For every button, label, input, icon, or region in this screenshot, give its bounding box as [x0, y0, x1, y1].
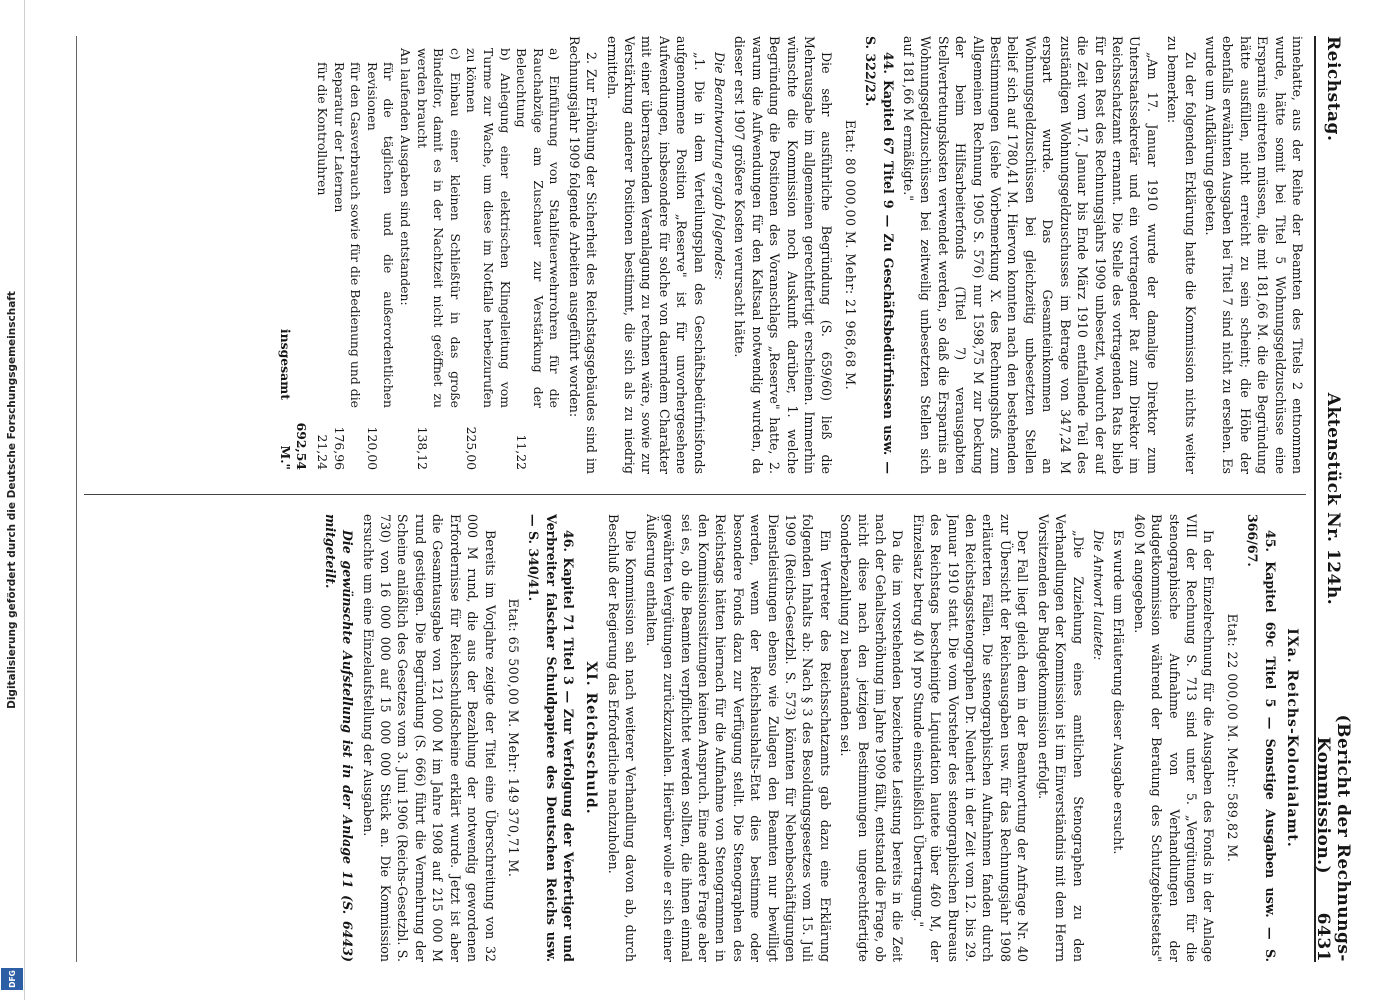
left-para-6: „1. Die in dem Verteilungsplan des Geschäftsbedürfnisfonds aufgenommene Position „Reserve" ist für unvorhergesehene Aufwendungen, insbesondere für solche von dauerndem Charakter mit einer überraschenden Veranlagung zu rechnen wäre, sowie zur Verstärkung anderer Positionen bestimmt, die sich als zu niedrig ermitteln.: [604, 36, 707, 474]
item-46-heading: 46. Kapitel 71 Titel 3 — Zur Verfolgung der Verfertiger und Verbreiter falscher Schuldpapiere des Deutschen Reichs usw. — S. 340/41.: [526, 514, 577, 962]
left-para-5: Die Beantwortung ergab folgendes:: [712, 52, 727, 280]
right-column: [84, 514, 1306, 962]
header-center: Aktenstück Nr. 124h.: [1323, 392, 1343, 606]
expense-label: b) Anlegung einer elektrischen Klingelleitung vom Turme zur Wache, um diese im Notfalle herbeizurufen zu können: [464, 48, 513, 408]
right-para-5: Der Fall liegt gleich dem in der Beantwortung der Anfrage Nr. 40 zur Übersicht der Reichsausgaben usw. für das Rechnungsjahr 1908 erläuterten Fällen. Die stenographischen Aufnahmen fanden durch den Reichstagsstenographen Dr. Neuhert in der Zeit vom 12. bis 29. Januar 1910 statt. Die vom Vorsteher des stenographischen Bureaus des Reichstags bescheinigte Liquidation lautete über 460 M, der Einzelsatz betrug 40 M pro Stunde einschließlich Übertragung.": [910, 514, 1031, 962]
expense-label: für die Kontrolluhren: [315, 62, 331, 196]
expense-label: An laufenden Ausgaben sind entstanden:: [398, 48, 413, 306]
left-para-7: 2. Zur Erhöhung der Sicherheit des Reichstagsgebäudes sind im Rechnungsjahr 1909 folgende Arbeiten ausgeführt worden:: [566, 36, 600, 474]
expense-row: [363, 36, 396, 474]
expense-label: c) Einbau einer kleinen Schließtür in das große Bindelfor, damit es in der Nachtzeit nicht geöffnet zu werden braucht: [414, 48, 463, 408]
right-para-10: Die gewünschte Aufstellung ist in der Anlage 11 (S. 6443) mitgeteilt.: [322, 514, 356, 962]
item-44-heading: 44. Kapitel 67 Titel 9 — Zu Geschäftsbedürfnissen usw. — S. 322/23.: [863, 36, 896, 474]
left-para-4: Die sehr ausführliche Begründung (S. 659/60) ließ die Mehrausgabe im allgemeinen gerechtfertigt erscheinen. Immerhin wünschte die Kommission noch Auskunft darüber, 1. welche Begründung die Positionen des Voranschlags „Reserve" hatte, 2. warum die Aufwendungen für den Kaltsaal notwendig wurden, da dieser erst 1907 größere Kosten verursacht hätte.: [732, 36, 835, 474]
expense-row: [330, 36, 363, 474]
document-page: [68, 14, 1358, 984]
right-para-8: Die Kommission sah nach weiterer Verhandlung davon ab, durch Beschluß der Regierung das Erforderliche nachzuholen.: [605, 514, 639, 962]
expense-row: [396, 36, 413, 474]
right-para-3: Die Antwort lautete:: [1090, 530, 1106, 661]
header-left: Reichstag.: [1323, 36, 1343, 142]
expense-total-value: 692,54 M.": [277, 422, 310, 470]
item-45-heading: 45. Kapitel 69c Titel 5 — Sonstige Ausgaben usw. — S. 366/67.: [1245, 514, 1278, 962]
right-para-1: In der Einzelrechnung für die Ausgaben des Fonds in der Anlage VIII der Rechnung S. 713 sind unter 5. „Vergütungen für die stenographische Aufnahme von Verhandlungen der Budgetkommission während der Beratung des Schutzgebietsetats" 460 M angegeben.: [1131, 514, 1217, 962]
column-divider: [84, 494, 1306, 495]
digitization-credit: Digitalisierung gefördert durch die Deutsche Forschungsgemeinschaft: [6, 291, 18, 709]
right-para-4: „Die Zuziehung eines amtlichen Stenographen zu den Verhandlungen der Kommission ist im Einverständnis mit dem Herrn Vorsitzenden der Budgetkommission erfolgt.: [1035, 514, 1086, 962]
expense-row: [413, 36, 463, 474]
expense-label: für den Gasverbrauch sowie für die Bedienung und die Reparatur der Laternen: [331, 62, 364, 408]
item-44-etat: Etat: 80 000,00 M. Mehr: 21 968,68 M.: [842, 119, 858, 391]
left-para-3: „Am 17. Januar 1910 wurde der damalige Direktor zum Unterstaatssekretär und ein vortragender Rat zum Direktor im Reichsschatzamt ernannt. Die Stelle des vortragenden Rats blieb für den Rest des Rechnungsjahrs 1909 unbesetzt, wodurch der auf die Zeit vom 17. Januar bis Ende März 1910 entfallende Teil des zuständigen Wohnungsgeldzuschusses im Betrage von 347,24 M erspart wurde. Das Gesamteinkommen an Wohnungsgeldzuschüssen bei gleichzeitig unbesetzten Stellen belief sich auf 1780,41 M. Hiervon konnten nach den bestehenden Bestimmungen (siehe Vorbemerkung X. des Rechnungshofs zum Allgemeinen Rechnung 1905 S. 576) nur 1598,75 M zur Deckung der beim Hilfsarbeiterfonds (Titel 7) verausgabten Stellvertretungskosten verwendet werden, so daß die Ersparnis an Wohnungsgeldzuschüssen bei zeitweilig unbesetzten Stellen sich auf 181,66 M ermäßigte.": [901, 36, 1160, 474]
section-heading-kolonialamt: IXa. Reichs-Kolonialamt.: [1284, 628, 1300, 848]
scanned-page-rotated: [28, 14, 1358, 984]
item-46-etat: Etat: 65 500,00 M. Mehr: 149 370,71 M.: [505, 598, 521, 878]
dfg-logo: DFG: [1, 968, 23, 990]
expense-value: 21,24: [315, 434, 331, 470]
expense-label: für die täglichen und die außerordentlichen Revisionen: [364, 62, 397, 408]
expense-label: a) Einführung von Stahlfeuerwehrrohren für die Rauchabzüge am Zuschauer zur Verstärkung der Beleuchtung: [514, 48, 563, 408]
expense-value: 225,00: [464, 426, 480, 470]
right-para-9: Bereits im Vorjahre zeigte der Titel eine Überschreitung von 32 000 M rund, die aus der Bezahlung der notwendig gewordenen Erfordernisse für Reichsschuldscheine erklärt wurde. Jetzt ist aber die Gesamtausgabe von 121 000 M im Jahre 1908 auf 215 000 M rund gestiegen. Die Begründung (S. 666) führt die Vermehrung der Scheine anläßlich des Gesetzes vom 3. Juni 1906 (Reichs-Gesetzbl. S. 730) von 16 000 000 auf 15 000 000 Stück an. Die Kommission ersuchte um eine Einzelaufstellung der Ausgaben.: [360, 514, 498, 962]
expense-table: [276, 36, 562, 474]
expense-value: 11,22: [514, 434, 530, 470]
expense-value: 138,12: [414, 426, 430, 470]
expense-value: 120,00: [364, 426, 380, 470]
footer-rule: [76, 36, 77, 962]
section-heading-reichsschuld: XI. Reichsschuld.: [582, 661, 599, 815]
left-column: [84, 36, 1306, 474]
header-right: [1313, 656, 1353, 962]
left-para-1: innehatte, aus der Reihe der Beamten des Titels 2 entnommen wurde, hätte somit bei Titel 5 Wohnungsgeldzuschüsse eine Ersparnis eintreten müssen, die mit 181,66 M. die die Begründung hätte ausfüllen, nicht erreicht zu sein scheint; die Höhe der ebenfalls erwähnten Ausgaben bei Titel 7 sind nicht zu ersehen. Es wurde um Aufklärung gebeten.: [1202, 36, 1305, 474]
expense-value: 176,96: [331, 426, 347, 470]
item-45-etat: Etat: 22 000,00 M. Mehr: 589,82 M.: [1224, 613, 1240, 863]
expense-total-label: insgesamt: [277, 328, 293, 400]
expense-value: [396, 408, 413, 474]
header-right-title: (Bericht der Rechnungs-Kommission.): [1313, 714, 1353, 962]
right-para-2: Es wurde um Erläuterung dieser Ausgabe ersucht.: [1111, 530, 1127, 855]
expense-row: [313, 36, 330, 474]
left-para-2: Zu der folgenden Erklärung hatte die Kommission nichts weiter zu bemerken:: [1165, 36, 1198, 474]
right-para-6: Da die im vorstehenden bezeichnete Leistung bereits in die Zeit nach der Gehaltserhöhung im Jahre 1909 fällt, entstand die Frage, ob nicht diese nach den jetzigen Bestimmungen ungerechtfertigte Sonderbezahlung zu beanstanden sei.: [838, 514, 906, 962]
expense-row: [513, 36, 563, 474]
page-header: [1313, 36, 1353, 962]
right-para-7: Ein Vertreter des Reichsschatzamts gab dazu eine Erklärung folgenden Inhalts ab: Nach § 3 des Besoldungsgesetzes vom 15. Juli 1909 (Reichs-Gesetzbl. S. 573) könnten für Nebenbeschäftigungen Dienstleistungen ebenso wie Zulagen den Beamten nur bewilligt werden, wenn der Reichshaushalts-Etat dies bestimme oder besondere Fonds dazu zur Verfügung stellt. Die Stenographen des Reichstags hätten hiernach für die Aufnahme von Stenogrammen in den Kommissionssitzungen keinen Anspruch. Eine andere Frage aber sei es, ob die Beamten verpflichtet werden sollten, die ihnen einmal gewährten Vergütungen zurückzuzahlen. Hierüber wolle er sich einer Äußerung enthalten.: [643, 514, 833, 962]
expense-row: [463, 36, 513, 474]
page-number: 6431: [1313, 912, 1333, 962]
expense-total-row: [276, 36, 313, 474]
